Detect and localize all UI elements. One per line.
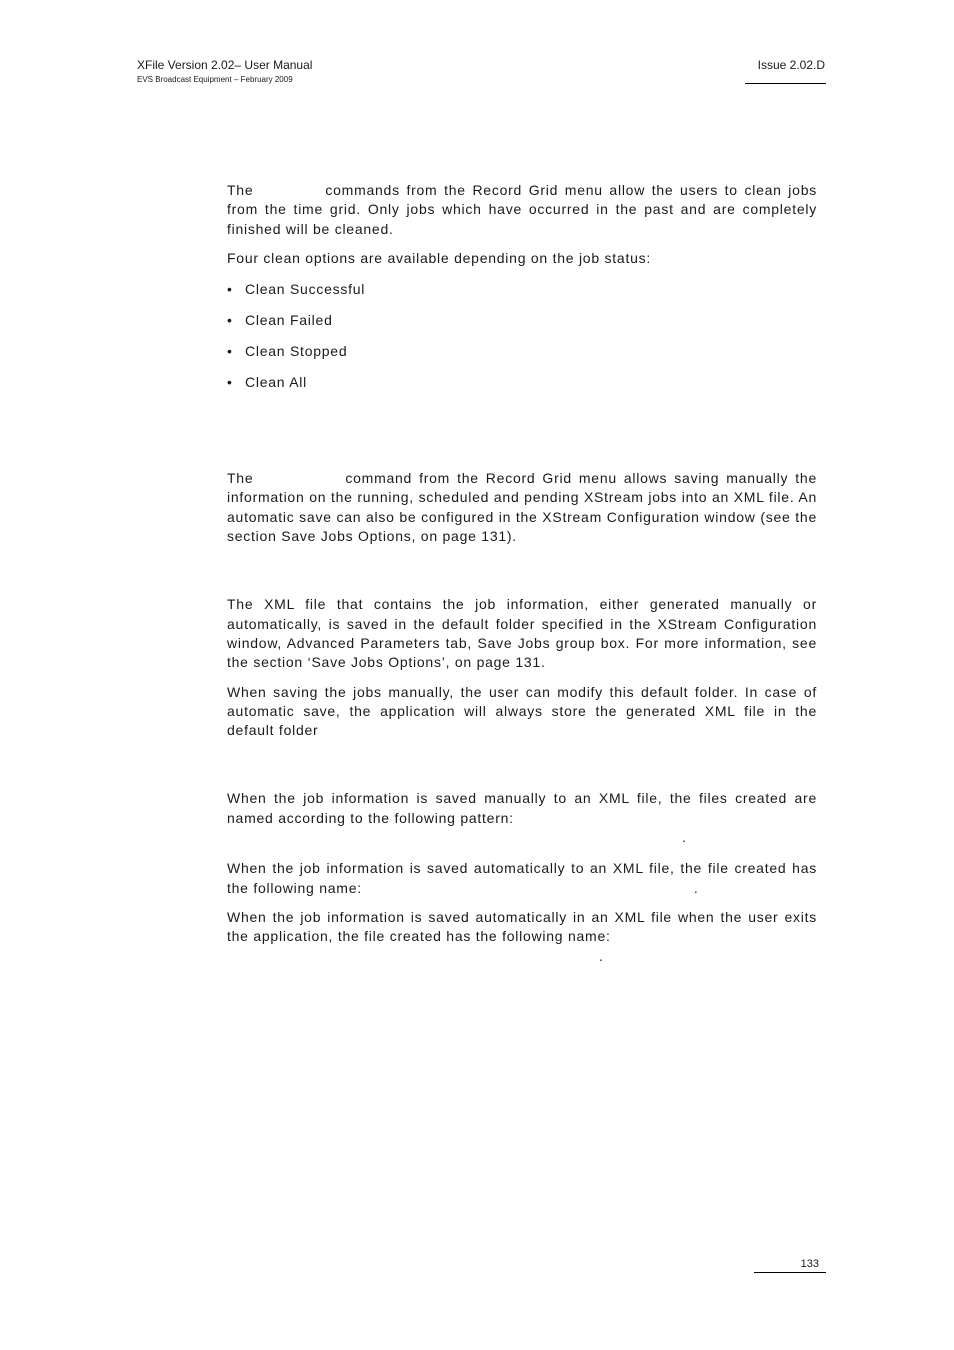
manual-subtitle: EVS Broadcast Equipment – February 2009 (137, 75, 293, 84)
list-item: • Clean Stopped (227, 343, 348, 360)
auto-name-paragraph: When the job information is saved automatically to an XML file, the file created has the following name: . (227, 860, 817, 896)
save-folder-manual-paragraph: When saving the jobs manually, the user can modify this default folder. In case of automatic save, the application will always store the generated XML file in the default folder (227, 683, 817, 739)
footer-rule (754, 1272, 826, 1273)
clean-options-list (227, 280, 817, 392)
bullet-icon: • (227, 312, 233, 329)
save-intro: The command from the Record Grid menu allows saving manually the information on the running, scheduled and pending XStream jobs into an XML file. An automatic save can also be configured in the XStream Configuration window (see the section Save Jobs Options, on page 131). (227, 470, 817, 545)
clean-intro: The commands from the Record Grid menu allow the users to clean jobs from the time grid. Only jobs which have occurred in the past and are completely finished will be cleaned. (227, 182, 817, 237)
page-number: 133 (800, 1258, 819, 1270)
manual-name-paragraph: When the job information is saved manually to an XML file, the files created are named according to the following pattern: . (227, 790, 817, 846)
bullet-icon: • (227, 343, 233, 360)
list-item: • Clean Successful (227, 281, 366, 298)
save-folder-paragraph: The XML file that contains the job information, either generated manually or automatically, is saved in the default folder specified in the XStream Configuration window, Advanced Parameters tab, Save Jobs group box. For more information, see the section ‘Save Jobs Options’, on page 131. (227, 596, 817, 671)
header-rule (745, 83, 826, 84)
list-item: • Clean Failed (227, 312, 333, 329)
manual-title: XFile Version 2.02– User Manual (137, 58, 313, 72)
bullet-icon: • (227, 281, 233, 298)
page-body (227, 181, 817, 966)
exit-name-paragraph: When the job information is saved automatically in an XML file when the user exits the application, the file created has the following name: . (227, 908, 817, 964)
issue-label: Issue 2.02.D (757, 58, 825, 72)
clean-options-intro: Four clean options are available depending on the job status: (227, 249, 652, 266)
running-header (137, 58, 312, 85)
list-item: • Clean All (227, 374, 308, 391)
bullet-icon: • (227, 374, 233, 391)
